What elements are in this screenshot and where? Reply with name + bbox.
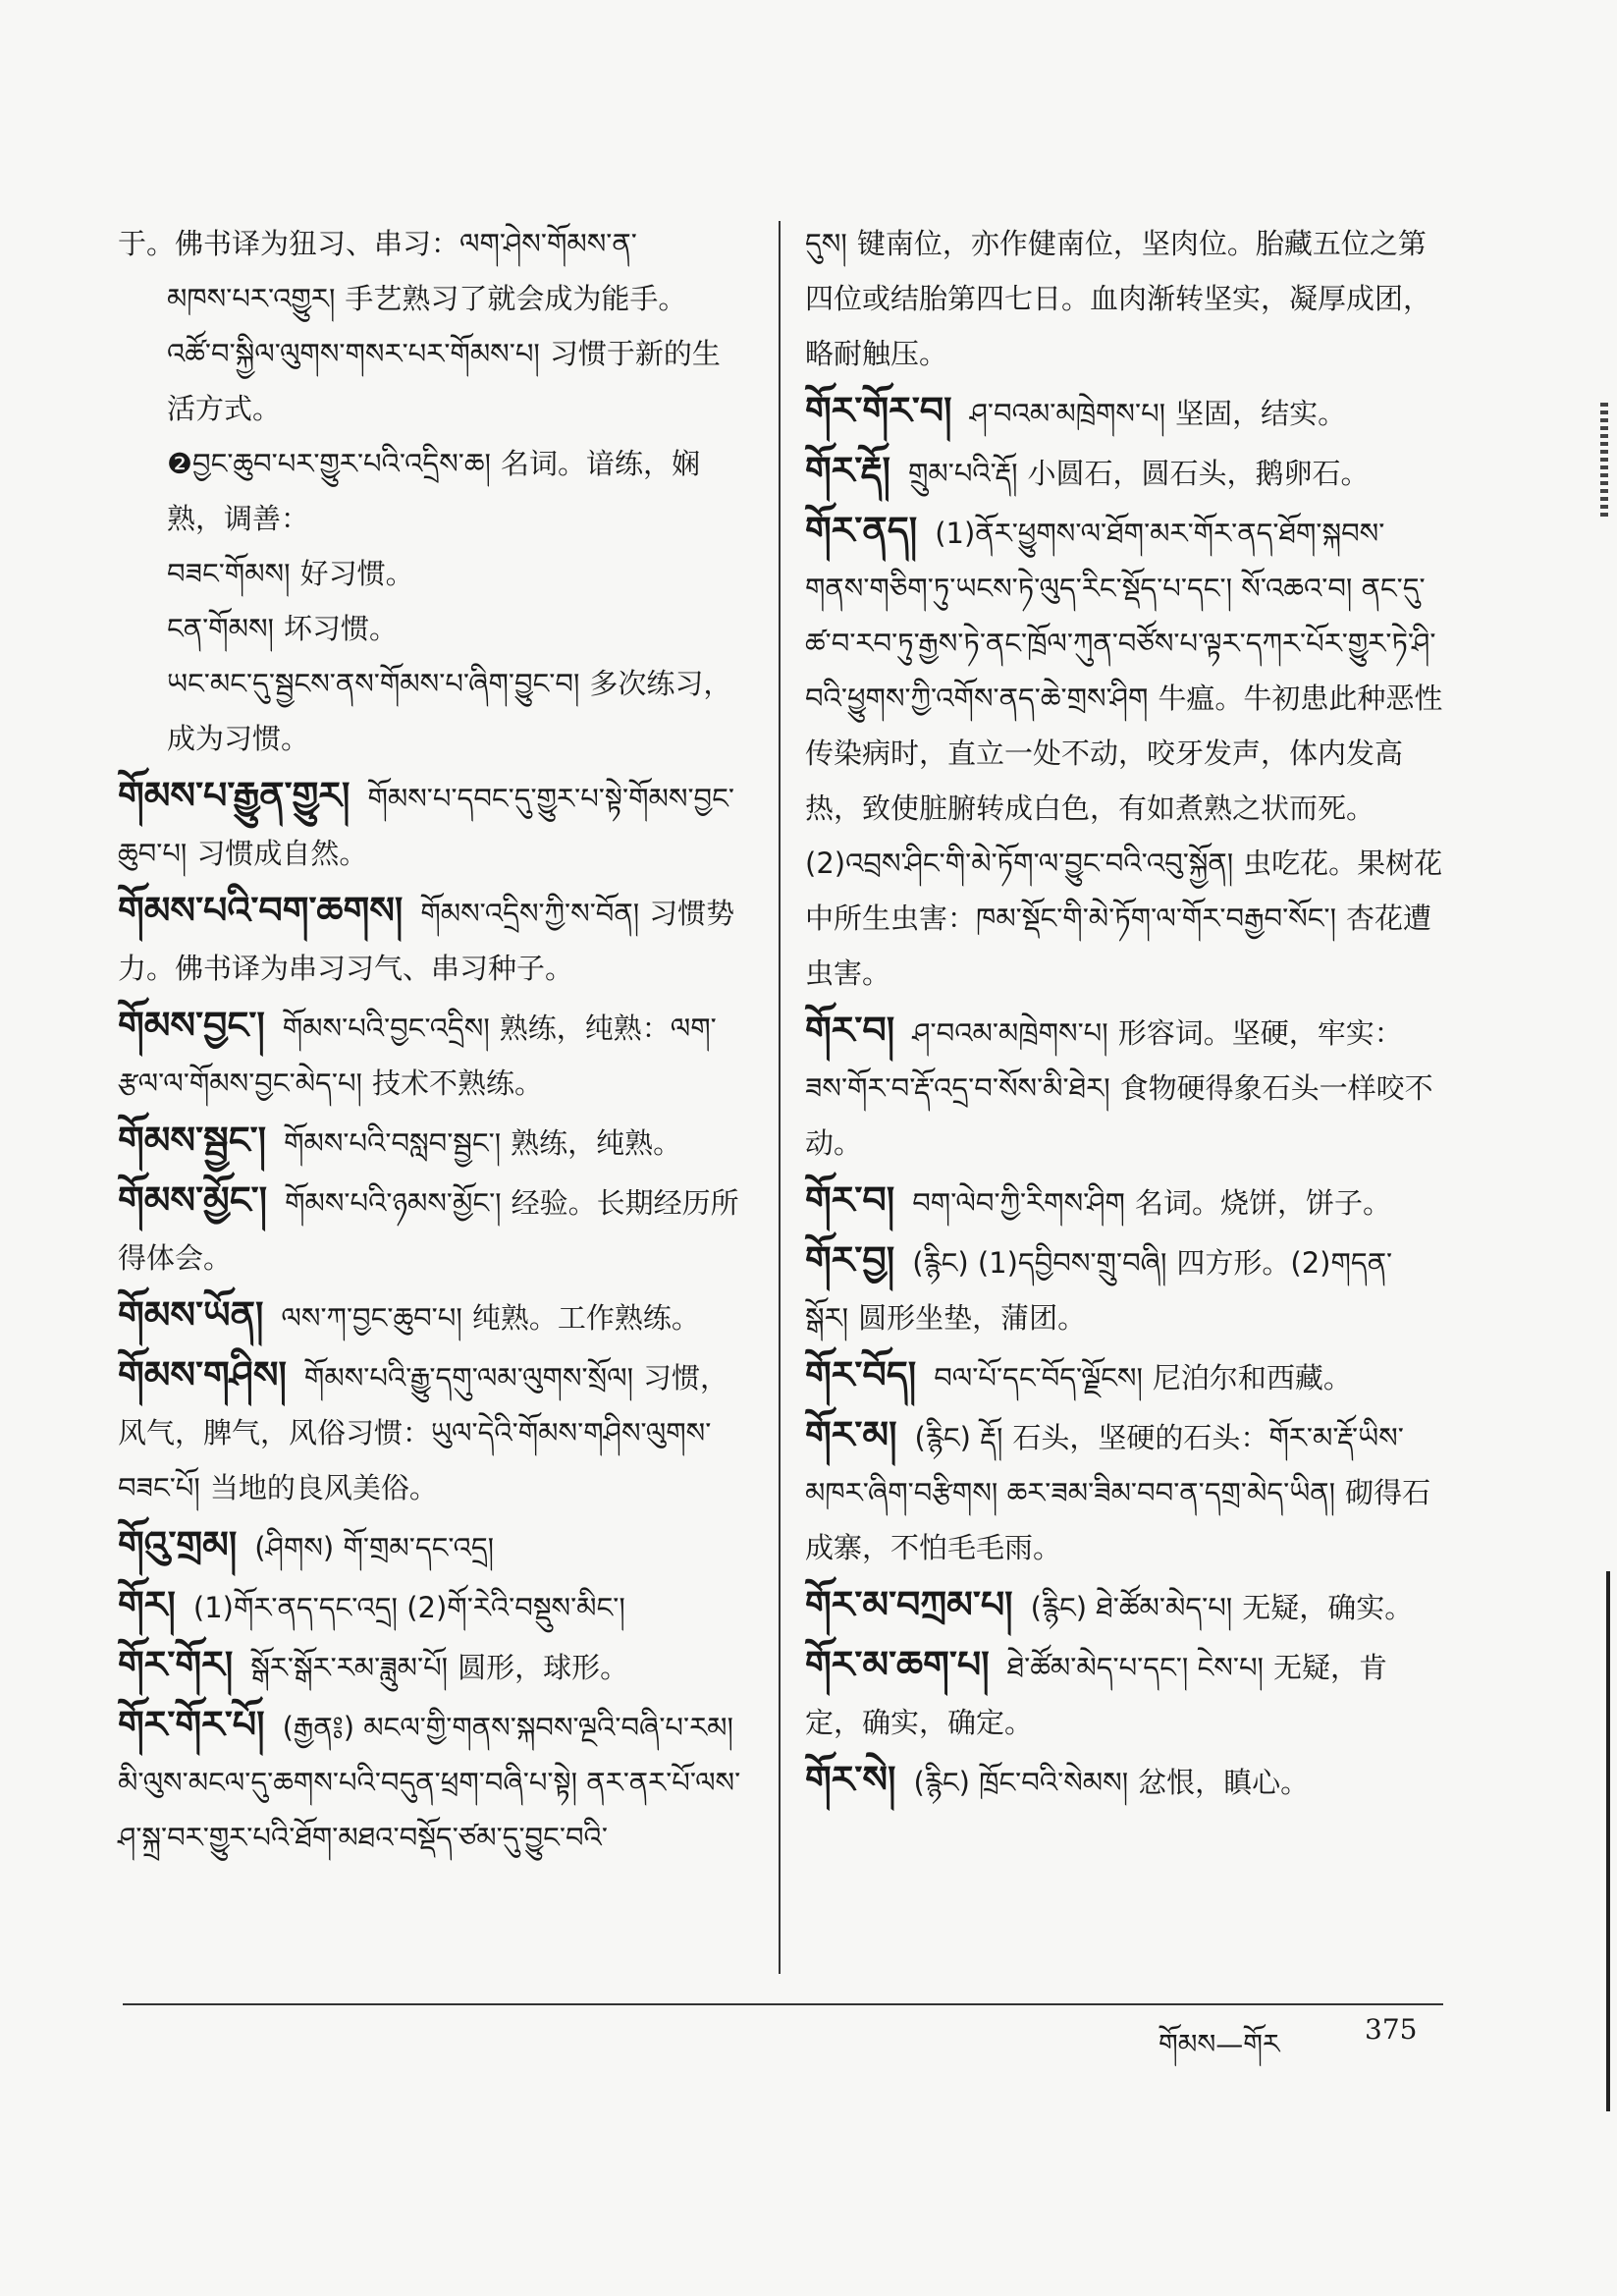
definition-line [118,326,746,436]
chinese-definition: 坏习惯。 [283,612,398,645]
tibetan-definition: ཤ་བའམ་མཁྲེགས་པ། [912,1016,1108,1050]
tibetan-definition: (རྙིང) རྡོ། [914,1421,1003,1454]
tibetan-definition: གོམས་པ་དབང་དུ་གྱུར་པ་སྟེ་གོམས་བྱང་ཆུབ་པ། [118,782,734,870]
entry-headword: གོར་གོར་པོ། [118,1702,265,1746]
tibetan-definition: (ཤིགས) གོ་གྲམ་དང་འདྲ། [254,1531,495,1564]
dictionary-entry [118,1113,746,1171]
tibetan-definition: བལ་པོ་དང་བོད་ལྗོངས། [934,1361,1143,1394]
chinese-definition: 尼泊尔和西藏。 [1152,1361,1352,1394]
chinese-definition: 纯熟。工作熟练。 [471,1301,700,1335]
entry-headword: གོར་བ། [805,1008,895,1052]
dictionary-entry [118,1347,746,1515]
tibetan-definition: (1)གོར་ནད་དང་འདྲ། (2)གོ་རེའི་བསྡུས་མིང་། [192,1591,625,1624]
chinese-definition: 当地的良风美俗。 [209,1471,438,1504]
tibetan-definition: གོར་མ་རྡོ་ཡིས་མཁར་ཞིག་བརྩིགས། ཆར་ཟམ་ཟིམ་བབ་ན་དགྲ་མེད་ཡིན། [805,1421,1404,1509]
entry-headword: གོར་བ། [805,1177,895,1222]
chinese-definition: 虫吃花。果树花中所生虫害： [805,847,1443,935]
entry-headword: གོར་གོར་བ། [805,388,952,432]
dictionary-entry [805,1637,1443,1750]
entry-headword: གོམས་སྦྱང་། [118,1118,267,1162]
left-column [118,216,746,1867]
dictionary-entry [805,1232,1443,1345]
tibetan-definition: ཐེ་ཚོམ་མེད་པ་དང་། ངེས་པ། [1006,1651,1264,1684]
dictionary-entry [805,1407,1443,1575]
dictionary-entry [118,1637,746,1695]
chinese-definition: 四方形。 [1176,1246,1291,1280]
tibetan-definition: སྒོར་སྒོར་རམ་ཟླུམ་པོ། [250,1651,449,1684]
chinese-definition: 圆形坐垫，蒲团。 [858,1301,1087,1335]
chinese-definition: 键南位，亦作健南位，坚肉位。胎藏五位之第四位或结胎第四七日。血肉渐转坚实，凝厚成团，略耐触压。 [805,227,1432,370]
running-head: གོམས—གོར [1159,2028,1280,2060]
dictionary-entry [118,1517,746,1575]
chinese-definition: 习惯于新的生活方式。 [167,337,721,425]
tibetan-definition: ❷བྱང་ཆུབ་པར་གྱུར་པའི་འདྲིས་ཆ། [167,447,491,480]
dictionary-entry [805,1347,1443,1405]
entry-headword: གོམས་མྱོང་། [118,1177,268,1222]
chinese-definition: 无疑，肯定，确实，确定。 [805,1651,1387,1739]
dictionary-entry [118,1697,746,1865]
chinese-definition: 形容词。坚硬，牢实： [1117,1016,1403,1050]
chinese-definition: 习惯，风气，脾气，风俗习惯： [118,1361,729,1449]
chinese-definition: 技术不熟练。 [371,1066,543,1100]
entry-headword: གོའུ་གྲམ། [118,1522,238,1566]
tibetan-definition: ཁམ་སྡོང་གི་མེ་ཏོག་ལ་གོར་བརྒྱབ་སོང་། [976,902,1337,935]
tibetan-definition: (རྙིང) ཐེ་ཚོམ་མེད་པ། [1030,1591,1233,1624]
dictionary-entry [118,998,746,1111]
margin-mark [1600,403,1608,520]
chinese-definition: 于。佛书译为狃习、串习： [118,227,460,260]
entry-headword: གོམས་ཡོན། [118,1292,264,1337]
tibetan-definition: བཟང་གོམས། [167,557,291,590]
chinese-definition: 经验。长期经历所得体会。 [118,1186,739,1275]
dictionary-entry [118,1173,746,1285]
chinese-definition: 名词。烧饼，饼子。 [1134,1186,1391,1220]
chinese-definition: 手艺熟习了就会成为能手。 [345,282,687,315]
dictionary-entry [805,216,1443,381]
tibetan-definition: ལས་ཀ་བྱང་ཆུབ་པ། [281,1301,462,1335]
chinese-definition: 石头，坚硬的石头： [1012,1421,1269,1454]
tibetan-definition: ལག་རྩལ་ལ་གོམས་བྱང་མེད་པ། [118,1011,717,1100]
dictionary-entry [805,1003,1443,1171]
tibetan-definition: (རྒྱན༔) མངལ་གྱི་གནས་སྐབས་ལྔའི་བཞི་པ་རམ། མི་ལུས་མངལ་དུ་ཆགས་པའི་བདུན་ཕྲག་བཞི་པ་སྟེ། ནར་ནར་པོ་ལས་ཤ་སྐྲ་བར་གྱུར་པའི་ཐོག་མཐའ་བསྡོད་ཙམ་དུ་བྱུང་བའི་ [118,1711,741,1854]
tibetan-definition: ཟས་གོར་བ་རྡོ་འདྲ་བ་སོས་མི་ཐེར། [805,1071,1110,1105]
chinese-definition: 无疑，确实。 [1242,1591,1414,1624]
dictionary-entry [805,443,1443,501]
tibetan-definition: བག་ལེབ་ཀྱི་རིགས་ཤིག [912,1186,1125,1220]
entry-headword: གོར་ནད། [805,508,918,552]
tibetan-definition: གོམས་པའི་བྱང་འདྲིས། [282,1011,490,1045]
definition-line [118,271,746,326]
chinese-definition: 小圆石，圆石头，鹅卵石。 [1027,457,1370,490]
chinese-definition: 熟练，纯熟： [499,1011,671,1045]
tibetan-definition: གོམས་པའི་ཉམས་མྱོང་། [285,1186,502,1220]
entry-headword: གོར་མ་ཆག་པ། [805,1642,990,1686]
column-divider [779,221,781,1974]
dictionary-entry [118,1287,746,1345]
tibetan-definition: (རྙིང) ཁྲོང་བའི་སེམས། [913,1766,1129,1799]
tibetan-definition: གོམས་པའི་བསླབ་སྦྱང་། [284,1126,502,1160]
tibetan-definition: འཚོ་བ་སྐྱིལ་ལུགས་གསར་པར་གོམས་པ། [167,337,540,370]
entry-headword: གོར་མ། [805,1412,897,1456]
definition-line [118,656,746,766]
dictionary-entry [805,1577,1443,1635]
chinese-definition: 熟练，纯熟。 [511,1126,682,1160]
chinese-definition: 忿恨，瞋心。 [1138,1766,1310,1799]
tibetan-definition: མཁས་པར་འགྱུར། [167,282,336,315]
tibetan-definition: གོམས་འདྲིས་ཀྱི་ས་བོན། [420,897,640,930]
entry-headword: གོམས་བྱང་། [118,1003,265,1047]
chinese-definition: 牛瘟。牛初患此种恶性传染病时，直立一处不动，咬牙发声，体内发高热，致使脏腑转成白色，有如煮熟之状而死。 [805,682,1443,825]
tibetan-definition: ཡུལ་དེའི་གོམས་གཤིས་ལུགས་བཟང་པོ། [118,1416,712,1504]
dictionary-entry [805,503,1443,1001]
entry-headword: གོར་སེ། [805,1757,896,1801]
entry-headword: གོམས་གཤིས། [118,1352,287,1396]
dictionary-entry [118,883,746,996]
tibetan-definition: (རྙིང) (1)དབྱིབས་གྲུ་བཞི། [912,1246,1167,1280]
tibetan-definition: (2)འབྲས་ཤིང་གི་མེ་ཏོག་ལ་བྱུང་བའི་འབུ་སྐྱོན། [805,847,1234,880]
dictionary-entry [805,383,1443,441]
entry-headword: གོར་བོད། [805,1352,917,1396]
entry-headword: གོམས་པའི་བག་ཆགས། [118,888,404,932]
tibetan-definition: གྲུམ་པའི་རྡོ། [907,457,1018,490]
chinese-definition: 多次练习，成为习惯。 [167,667,732,755]
chinese-definition: 名词。谙练，娴熟，调善： [167,447,700,535]
tibetan-definition: ཤ་བའམ་མཁྲེགས་པ། [969,397,1166,430]
entry-headword: གོར། [118,1582,176,1626]
dictionary-entry [118,216,746,766]
footer-rule [123,2003,1443,2005]
dictionary-entry [805,1752,1443,1810]
entry-headword: གོར་གོར། [118,1642,234,1686]
chinese-definition: 食物硬得象石头一样咬不动。 [805,1071,1433,1160]
tibetan-definition: དུས། [805,227,847,260]
chinese-definition: 好习惯。 [299,557,414,590]
entry-headword: གོར་རྡོ། [805,448,890,492]
dictionary-entry [118,768,746,881]
definition-line [118,601,746,656]
entry-headword: གོར་མ་བཀྲམ་པ། [805,1582,1013,1626]
chinese-definition: 圆形，球形。 [458,1651,629,1684]
chinese-definition: 习惯成自然。 [196,837,368,870]
chinese-definition: 习惯势力。佛书译为串习习气、串习种子。 [118,897,735,985]
margin-bar [1606,1571,1610,2111]
dictionary-entry [805,1173,1443,1230]
entry-headword: གོམས་པ་རྒྱུན་གྱུར། [118,773,350,817]
right-column [805,216,1443,1812]
tibetan-definition: གོམས་པའི་རྒྱུ་དགུ་ལམ་ལུགས་སྲོལ། [303,1361,634,1394]
chinese-definition: 坚固，结实。 [1175,397,1347,430]
definition-line [118,436,746,546]
tibetan-definition: ལག་ཤེས་གོམས་ན་ [459,227,637,260]
chinese-definition: 砌得石成寨，不怕毛毛雨。 [805,1476,1431,1564]
entry-headword: གོར་བྱ། [805,1237,895,1282]
tibetan-definition: ངན་གོམས། [167,612,274,645]
tibetan-definition: (2)གདན་སྒོར། [805,1246,1393,1335]
chinese-definition: 杏花遭虫害。 [805,902,1432,990]
tibetan-definition: ཡང་མང་དུ་སྦྱངས་ནས་གོམས་པ་ཞིག་བྱུང་བ། [167,667,580,700]
dictionary-entry [118,1577,746,1635]
definition-line [118,546,746,601]
page-number: 375 [1365,2013,1418,2046]
tibetan-definition: (1)ནོར་ཕྱུགས་ལ་ཐོག་མར་གོར་ནད་ཐོག་སྐབས་གནས་གཅིག་ཏུ་ཡངས་ཏེ་ལུད་རིང་སྡོད་པ་དང་། སོ་འཆའ་བ། ནང་དུ་ཚ་བ་རབ་ཏུ་རྒྱས་ཏེ་ནང་ཁྲོལ་ཀུན་བཙོས་པ་ལྟར་དཀར་པོར་གྱུར་ཏེ་ཤི་བའི་ཕྱུགས་ཀྱི་འགོས་ནད་ཆེ་གྲས་ཤིག [805,517,1436,715]
